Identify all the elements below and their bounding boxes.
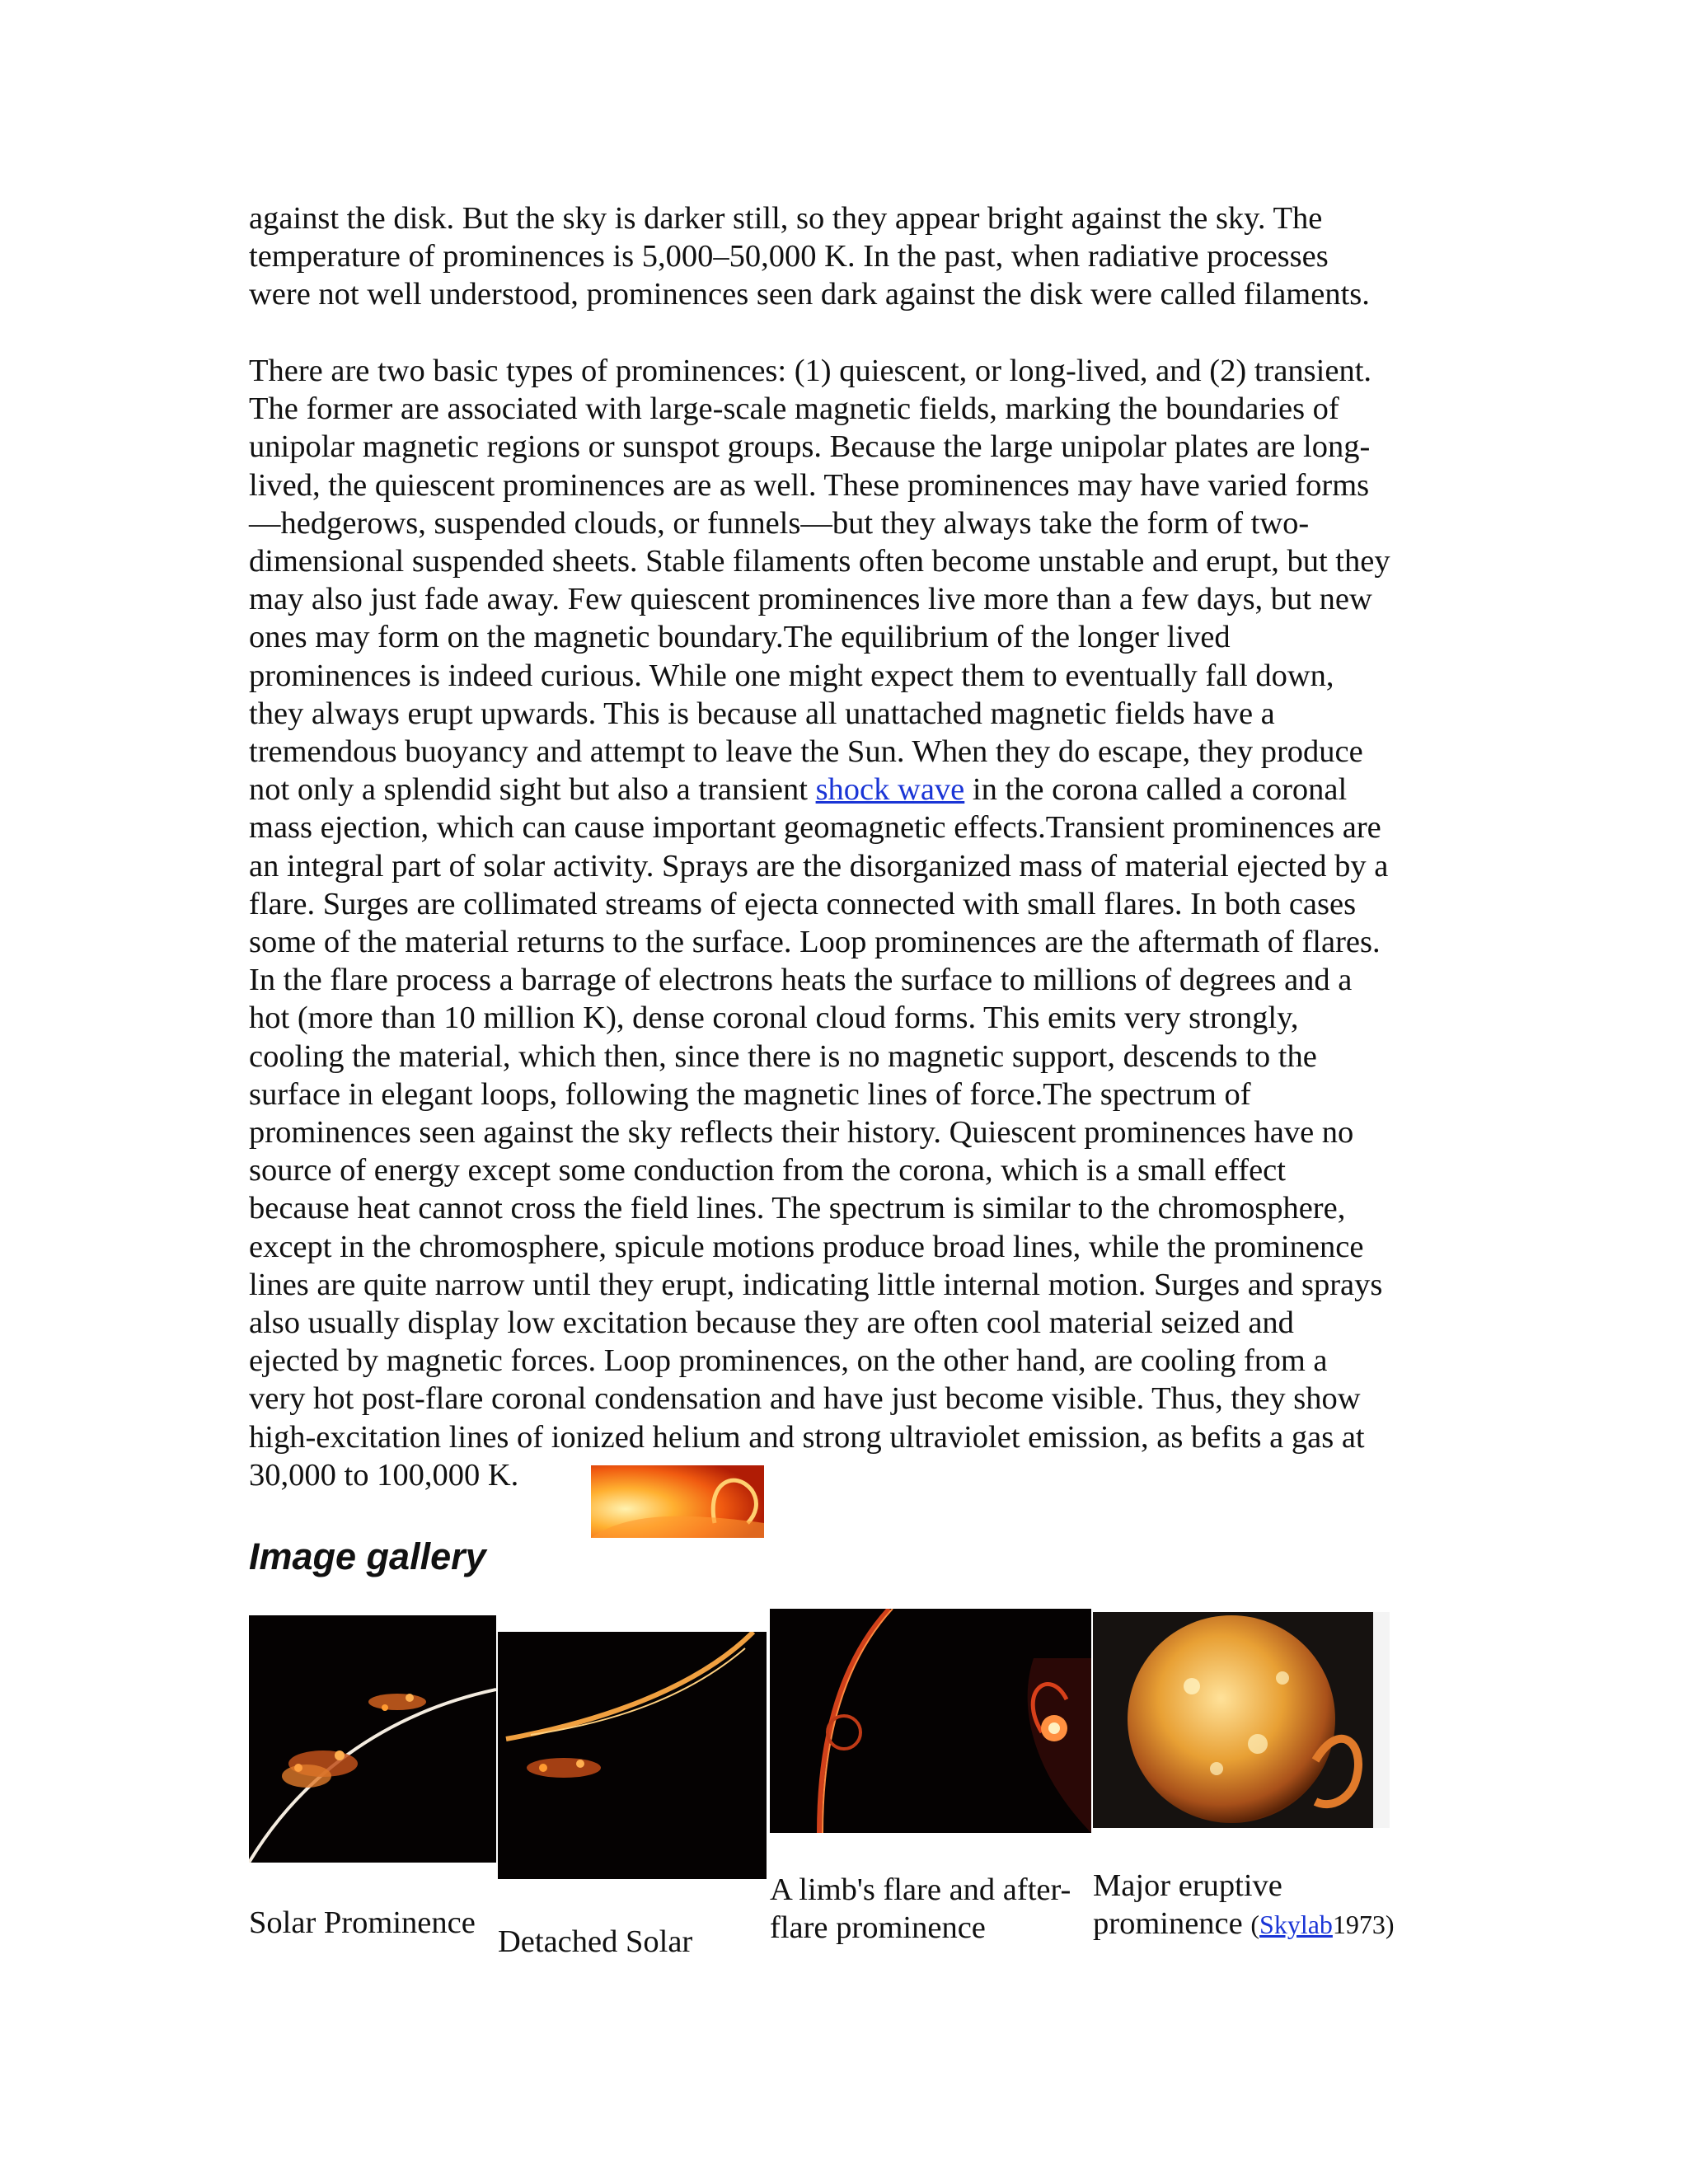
caption-detached-solar: Detached Solar <box>498 1924 693 1959</box>
limb-flare-image[interactable] <box>770 1609 1091 1833</box>
image-gallery-heading: Image gallery <box>249 1535 486 1577</box>
detached-solar-image[interactable] <box>498 1632 767 1879</box>
paragraph-2 <box>249 352 1452 1494</box>
caption-major-eruptive-prominence <box>1093 1867 1395 1943</box>
paragraph-1-line: temperature of prominences is 5,000–50,000 K. In the past, when radiative processes <box>249 239 1329 274</box>
paragraph-1-line: were not well understood, prominences seen dark against the disk were called filaments. <box>249 277 1370 312</box>
caption-4-year: 1973) <box>1332 1910 1395 1939</box>
solar-flare-small-image <box>591 1465 764 1538</box>
paragraph-1 <box>249 199 1452 314</box>
caption-4-paren: ( <box>1250 1910 1260 1939</box>
skylab-link[interactable]: Skylab <box>1259 1910 1333 1939</box>
major-eruptive-prominence-image[interactable] <box>1093 1612 1390 1828</box>
paragraph-2-text-cont: in the corona called a coronal mass ejection, which can cause important geomagnetic effects.Transient prominences are an integral part of solar activity. Sprays are the disorganized mass of material ejected by a flare. Surges are collimated streams of ejecta connected with small flares. In both cases some of the material returns to the surface. Loop prominences are the aftermath of flares. In the flare process a barrage of electrons heats the surface to millions of degrees and a hot (more than 10 million K), dense coronal cloud forms. This emits very strongly, cooling the material, which then, since there is no magnetic support, descends to the surface in elegant loops, following the magnetic lines of force.The spectrum of prominences seen against the sky reflects their history. Quiescent prominences have no source of energy except some conduction from the corona, which is a small effect because heat cannot cross the field lines. The spectrum is similar to the chromosphere, except in the chromosphere, spicule motions produce broad lines, while the prominence lines are quite narrow until they erupt, indicating little internal motion. Surges and sprays also usually display low excitation because they are often cool material seized and ejected by magnetic forces. Loop prominences, on the other hand, are cooling from a very hot post-flare coronal condensation and have just become visible. Thus, they show high-excitation lines of ionized helium and strong ultraviolet emission, as befits a gas at 30,000 to 100,000 K. <box>249 772 1389 1493</box>
paragraph-2-text: There are two basic types of prominences: (1) quiescent, or long-lived, and (2) transient. The former are associated with large-scale magnetic fields, marking the boundaries of unipolar magnetic regions or sunspot groups. Because the large unipolar plates are long- lived, the quiescent prominences are as well. These prominences may have varied forms —hedgerows, suspended clouds, or funnels—but they always take the form of two- dimensional suspended sheets. Stable filaments often become unstable and erupt, but they may also just fade away. Few quiescent prominences live more than a few days, but new ones may form on the magnetic boundary.The equilibrium of the longer lived prominences is indeed curious. While one might expect them to eventually fall down, they always erupt upwards. This is because all unattached magnetic fields have a tremendous buoyancy and attempt to leave the Sun. When they do escape, they produce not only a splendid sight but also a transient <box>249 354 1390 808</box>
caption-limb-flare: A limb's flare and after- flare prominence <box>770 1872 1071 1945</box>
paragraph-1-line: against the disk. But the sky is darker still, so they appear bright against the sky. The <box>249 201 1323 236</box>
caption-solar-prominence: Solar Prominence <box>249 1905 476 1940</box>
solar-prominence-image[interactable] <box>249 1615 496 1863</box>
caption-4-text: Major eruptive prominence <box>1093 1868 1282 1941</box>
shock-wave-link[interactable]: shock wave <box>815 772 965 808</box>
